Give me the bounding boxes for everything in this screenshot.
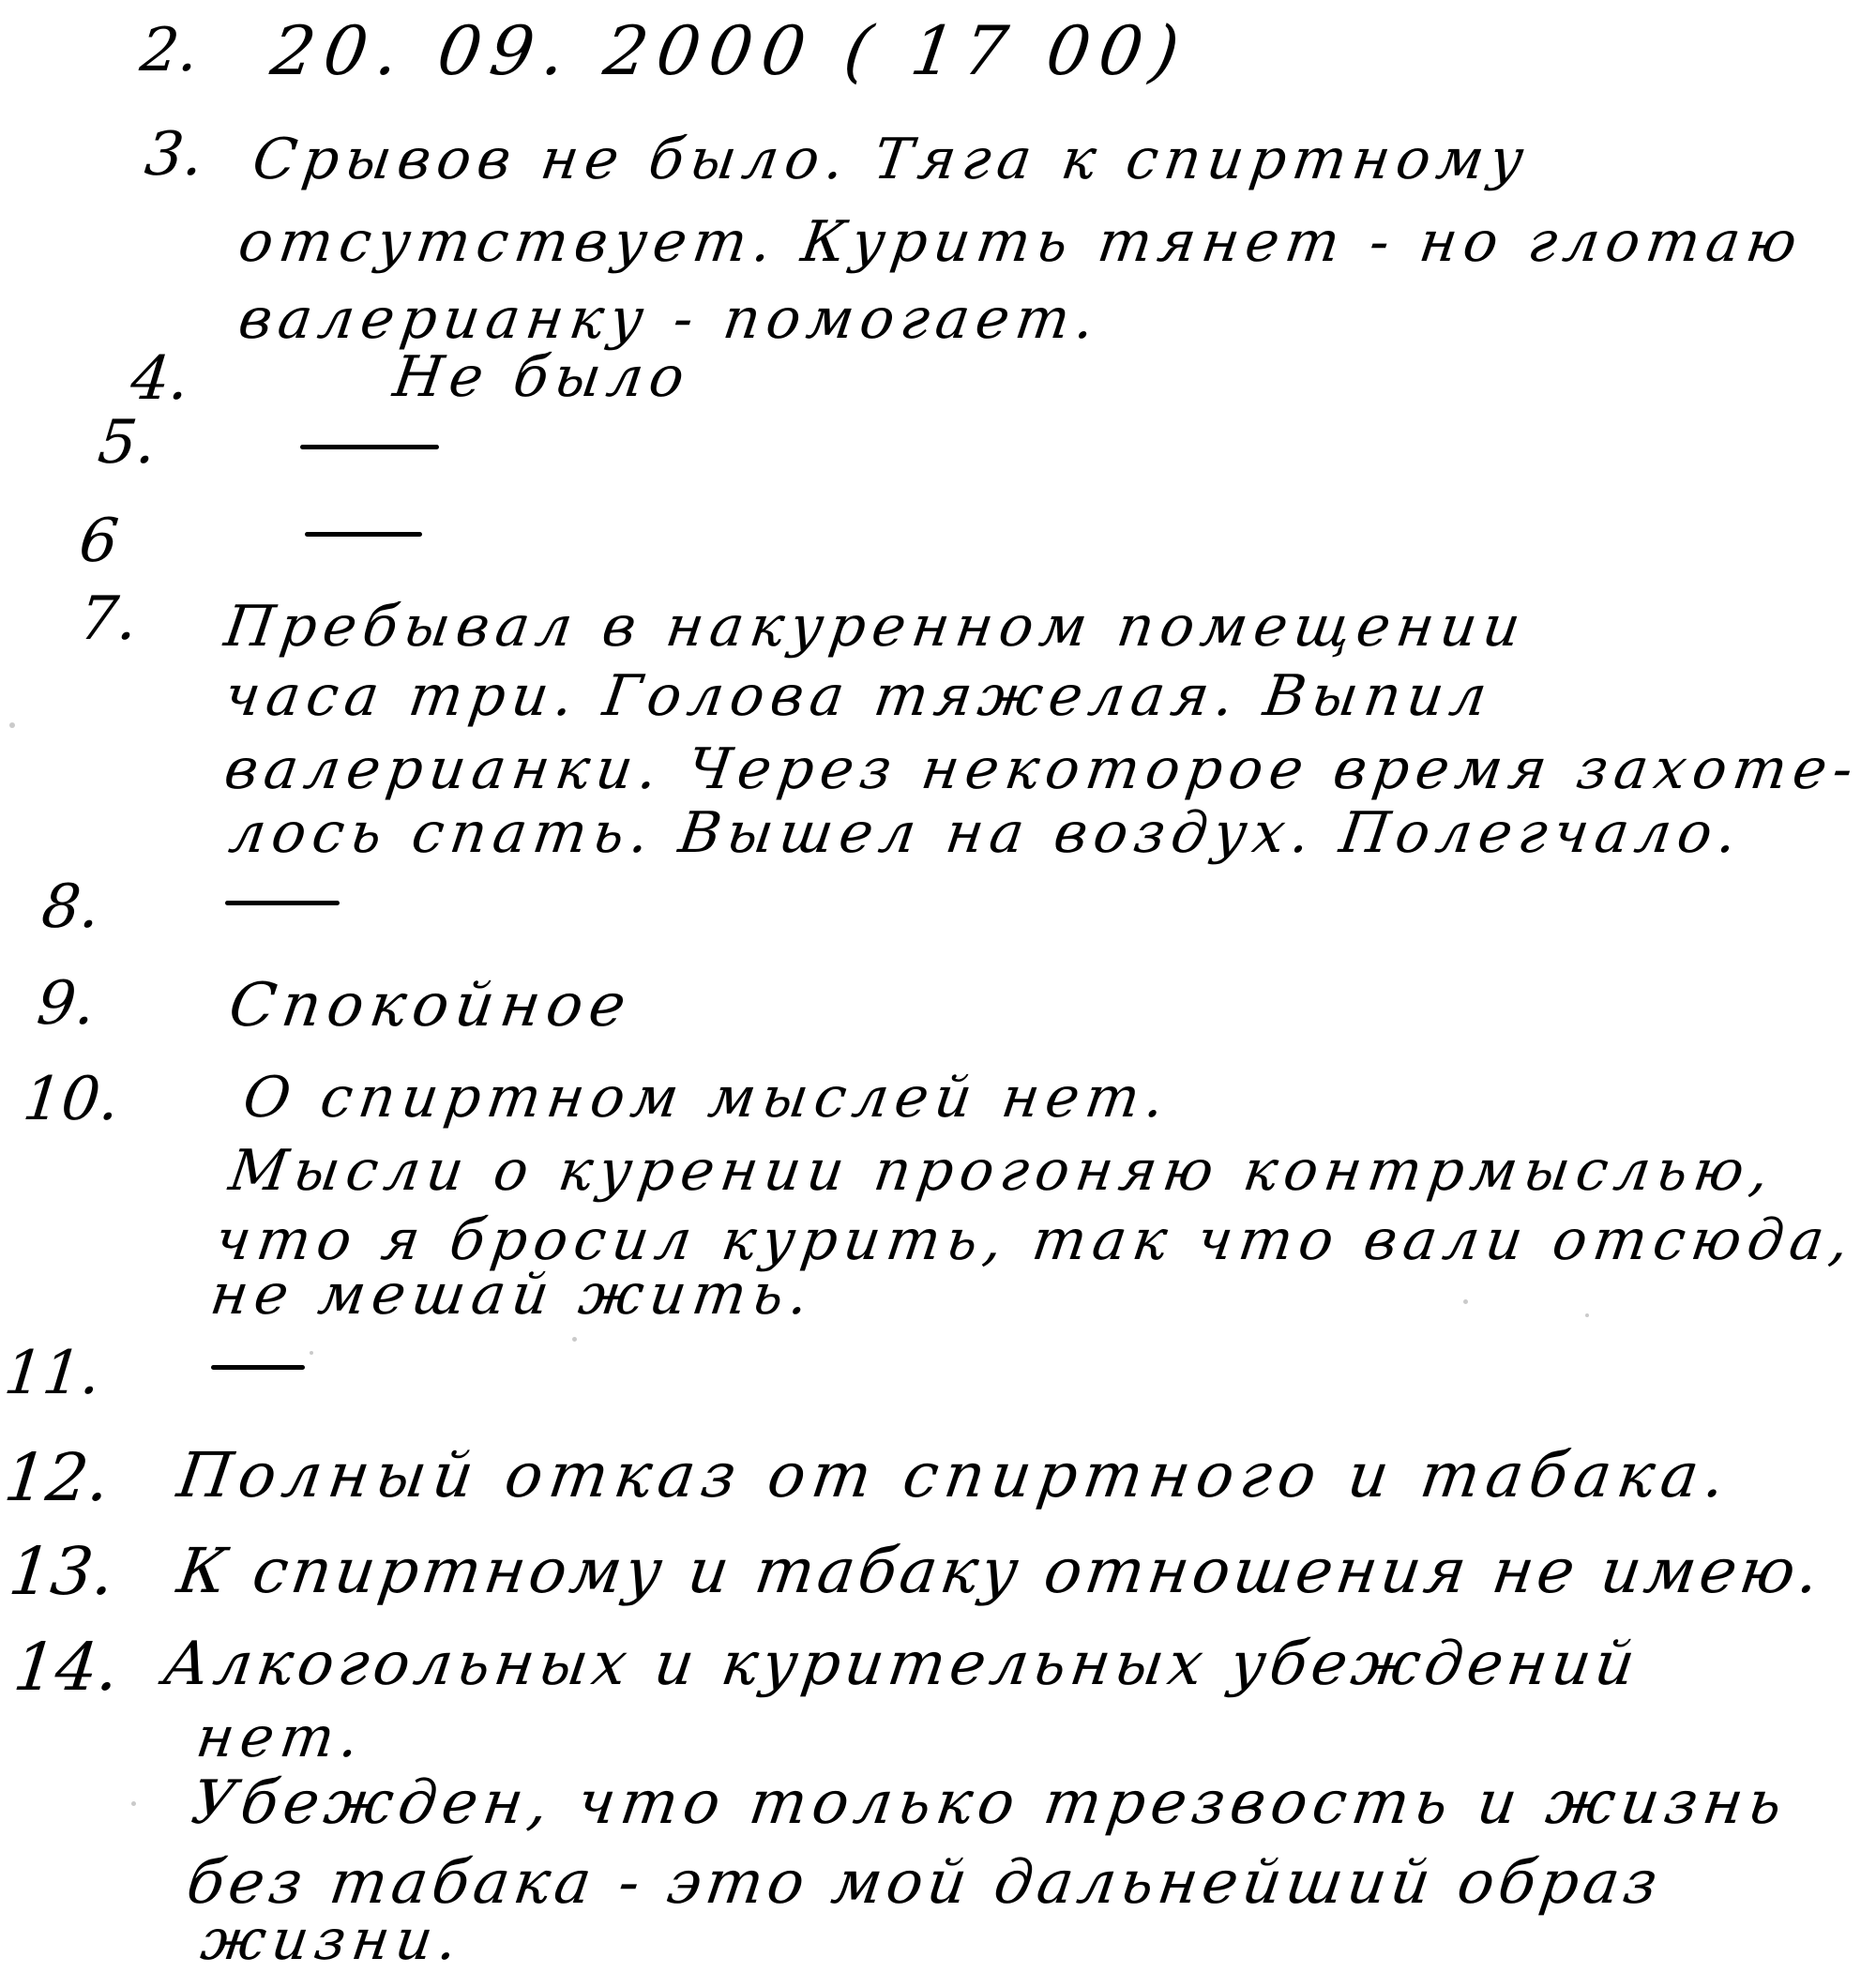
entry-number: 12. [0,1439,113,1516]
entry-line: часа три. Голова тяжелая. Выпил [220,663,1498,729]
entry-line: жизни. [197,1907,468,1973]
entry-number: 8. [38,873,103,942]
entry-line: не мешай жить. [206,1262,820,1328]
scan-speck [572,1337,577,1342]
entry-line: отсутствует. Курить тянет - но глотаю [234,209,1808,275]
entry-line: валерианку - помогает. [234,286,1105,352]
blank-dash [211,1365,305,1370]
entry-number: 13. [5,1533,118,1610]
blank-dash [300,445,439,449]
entry-number: 3. [142,120,206,190]
entry-number: 9. [34,969,98,1039]
entry-line: Убежден, что только трезвость и жизнь [187,1768,1793,1838]
entry-number: 5. [95,408,159,478]
scan-speck [310,1351,313,1355]
entry-number: 6 [76,507,122,576]
entry-line: Полный отказ от спиртного и табака. [173,1439,1736,1511]
entry-line: Алкогольных и курительных убеждений [159,1630,1644,1699]
scan-speck [1585,1313,1589,1317]
entry-line: Спокойное [224,971,637,1040]
entry-number: 11. [1,1339,104,1408]
entry-line: К спиртному и табаку отношения не имею. [173,1535,1827,1607]
entry-line: 20. 09. 2000 ( 17 00) [266,11,1193,90]
entry-line: Не было [389,344,695,410]
entry-line: Срывов не было. Тяга к спиртному [249,127,1535,192]
entry-line: что я бросил курить, так что вали отсюда, [211,1207,1860,1273]
entry-line: Мысли о курении прогоняю контрмыслью, [225,1138,1779,1204]
entry-line: Пребывал в накуренном помещении [220,594,1531,660]
scan-speck [1463,1299,1468,1304]
entry-line: без табака - это мой дальнейший образ [182,1848,1667,1918]
entry-number: 4. [128,344,192,414]
blank-dash [225,901,340,905]
scan-speck [9,722,15,728]
entry-number: 7. [76,584,141,654]
entry-line: лось спать. Вышел на воздух. Полегчало. [225,800,1747,866]
blank-dash [305,532,422,537]
entry-number: 2. [137,16,202,85]
entry-line: нет. [192,1705,370,1770]
entry-number: 10. [20,1065,123,1134]
entry-line: валерианки. Через некоторое время захоте- [220,736,1864,802]
scan-speck [131,1801,136,1806]
entry-number: 14. [9,1629,123,1706]
entry-line: О спиртном мыслей нет. [239,1065,1175,1131]
